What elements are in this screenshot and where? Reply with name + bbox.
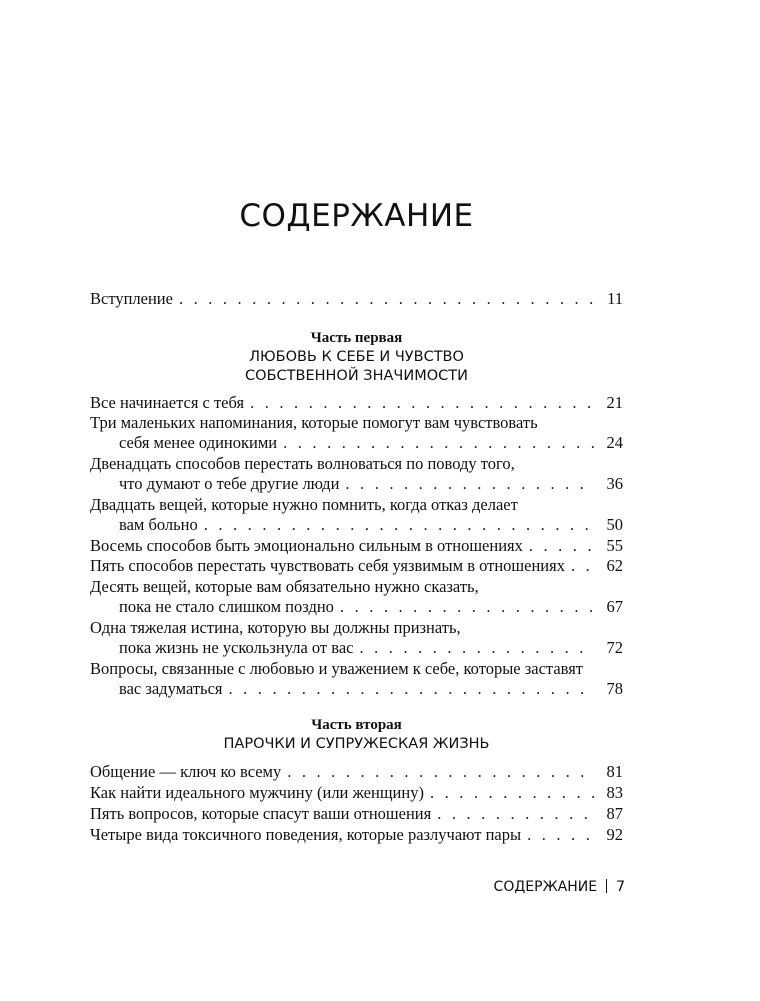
toc-entry-text: Двадцать вещей, которые нужно помнить, когда отказ делает: [90, 495, 518, 514]
toc-entry-text: вас задуматься: [119, 679, 223, 698]
toc-page-number: 36: [606, 474, 623, 493]
footer-divider: [606, 879, 607, 893]
toc-entry-text: Все начинается с тебя: [90, 393, 245, 412]
toc-page-number: 55: [606, 536, 623, 555]
dot-leader: [287, 762, 595, 782]
toc-page-number: 72: [606, 638, 623, 657]
toc-entry-text: Вступление: [90, 289, 173, 308]
dot-leader: [571, 556, 595, 576]
part-title-line: СОБСТВЕННОЙ ЗНАЧИМОСТИ: [245, 368, 468, 384]
dot-leader: [250, 393, 595, 413]
toc-entry-text: пока не стало слишком поздно: [119, 597, 334, 616]
dot-leader: [283, 433, 595, 453]
dot-leader: [229, 679, 596, 699]
toc-entry-text: Общение — ключ ко всему: [90, 762, 282, 781]
toc-entry-text: Четыре вида токсичного поведения, которые разлучают пары: [90, 825, 522, 844]
dot-leader: [340, 597, 595, 617]
toc-entry[interactable]: [90, 659, 623, 699]
dot-leader: [204, 515, 595, 535]
toc-entry-intro[interactable]: [90, 289, 623, 309]
toc-page-number: 67: [606, 597, 623, 616]
toc-entry[interactable]: [90, 454, 623, 494]
toc-entry-text: Одна тяжелая истина, которую вы должны признать,: [90, 618, 461, 637]
toc-entry[interactable]: [90, 825, 623, 845]
running-footer: [470, 879, 625, 895]
toc-entry-text: Двенадцать способов перестать волноваться по поводу того,: [90, 454, 515, 473]
part-title-line: ЛЮБОВЬ К СЕБЕ И ЧУВСТВО: [249, 349, 464, 365]
toc-entry-text: что думают о тебе другие люди: [119, 474, 340, 493]
page-title: СОДЕРЖАНИЕ: [239, 198, 474, 234]
toc-entry-text: Пять способов перестать чувствовать себя уязвимым в отношениях: [90, 556, 565, 575]
dot-leader: [179, 289, 595, 309]
toc-entry[interactable]: [90, 536, 623, 556]
toc-entry-text: Десять вещей, которые вам обязательно нужно сказать,: [90, 577, 479, 596]
footer-page-number: 7: [616, 879, 625, 895]
toc-entry[interactable]: [90, 556, 623, 576]
toc-entry-text: вам больно: [119, 515, 198, 534]
dot-leader: [527, 825, 595, 845]
toc-page-number: 62: [606, 556, 623, 575]
toc-entry[interactable]: [90, 804, 623, 824]
toc-entry-text: пока жизнь не ускользнула от вас: [119, 638, 354, 657]
dot-leader: [529, 536, 595, 556]
toc-page-number: 21: [606, 393, 623, 412]
toc-entry[interactable]: [90, 783, 623, 803]
dot-leader: [360, 638, 596, 658]
toc-entry[interactable]: [90, 762, 623, 782]
toc-entry-text: Пять вопросов, которые спасут ваши отношения: [90, 804, 432, 823]
toc-page-number: 92: [606, 825, 623, 844]
toc-entry-text: себя менее одинокими: [119, 433, 278, 452]
part-label: Часть первая: [310, 330, 403, 346]
toc-page-number: 78: [606, 679, 623, 698]
toc-entry[interactable]: [90, 393, 623, 413]
toc-entry-text: Как найти идеального мужчину (или женщину): [90, 783, 424, 802]
toc-page-number: 50: [606, 515, 623, 534]
toc-page-number: 87: [606, 804, 623, 823]
toc-page-number: 81: [606, 762, 623, 781]
dot-leader: [437, 804, 595, 824]
footer-section-title: СОДЕРЖАНИЕ: [493, 879, 598, 895]
toc-entry[interactable]: [90, 413, 623, 453]
toc-entry-text: Три маленьких напоминания, которые помогут вам чувствовать: [90, 413, 538, 432]
toc-entry-text: Восемь способов быть эмоционально сильным в отношениях: [90, 536, 523, 555]
toc-entry[interactable]: [90, 618, 623, 658]
part-label: Часть вторая: [311, 717, 402, 733]
part-title-line: ПАРОЧКИ И СУПРУЖЕСКАЯ ЖИЗНЬ: [223, 736, 490, 752]
dot-leader: [430, 783, 595, 803]
toc-entry-text: Вопросы, связанные с любовью и уважением к себе, которые заставят: [90, 659, 584, 678]
toc-page-number: 24: [606, 433, 623, 452]
toc-entry[interactable]: [90, 495, 623, 535]
dot-leader: [345, 474, 595, 494]
toc-entry[interactable]: [90, 577, 623, 617]
toc-page-number: 83: [606, 783, 623, 802]
toc-page-number: 11: [607, 289, 623, 308]
